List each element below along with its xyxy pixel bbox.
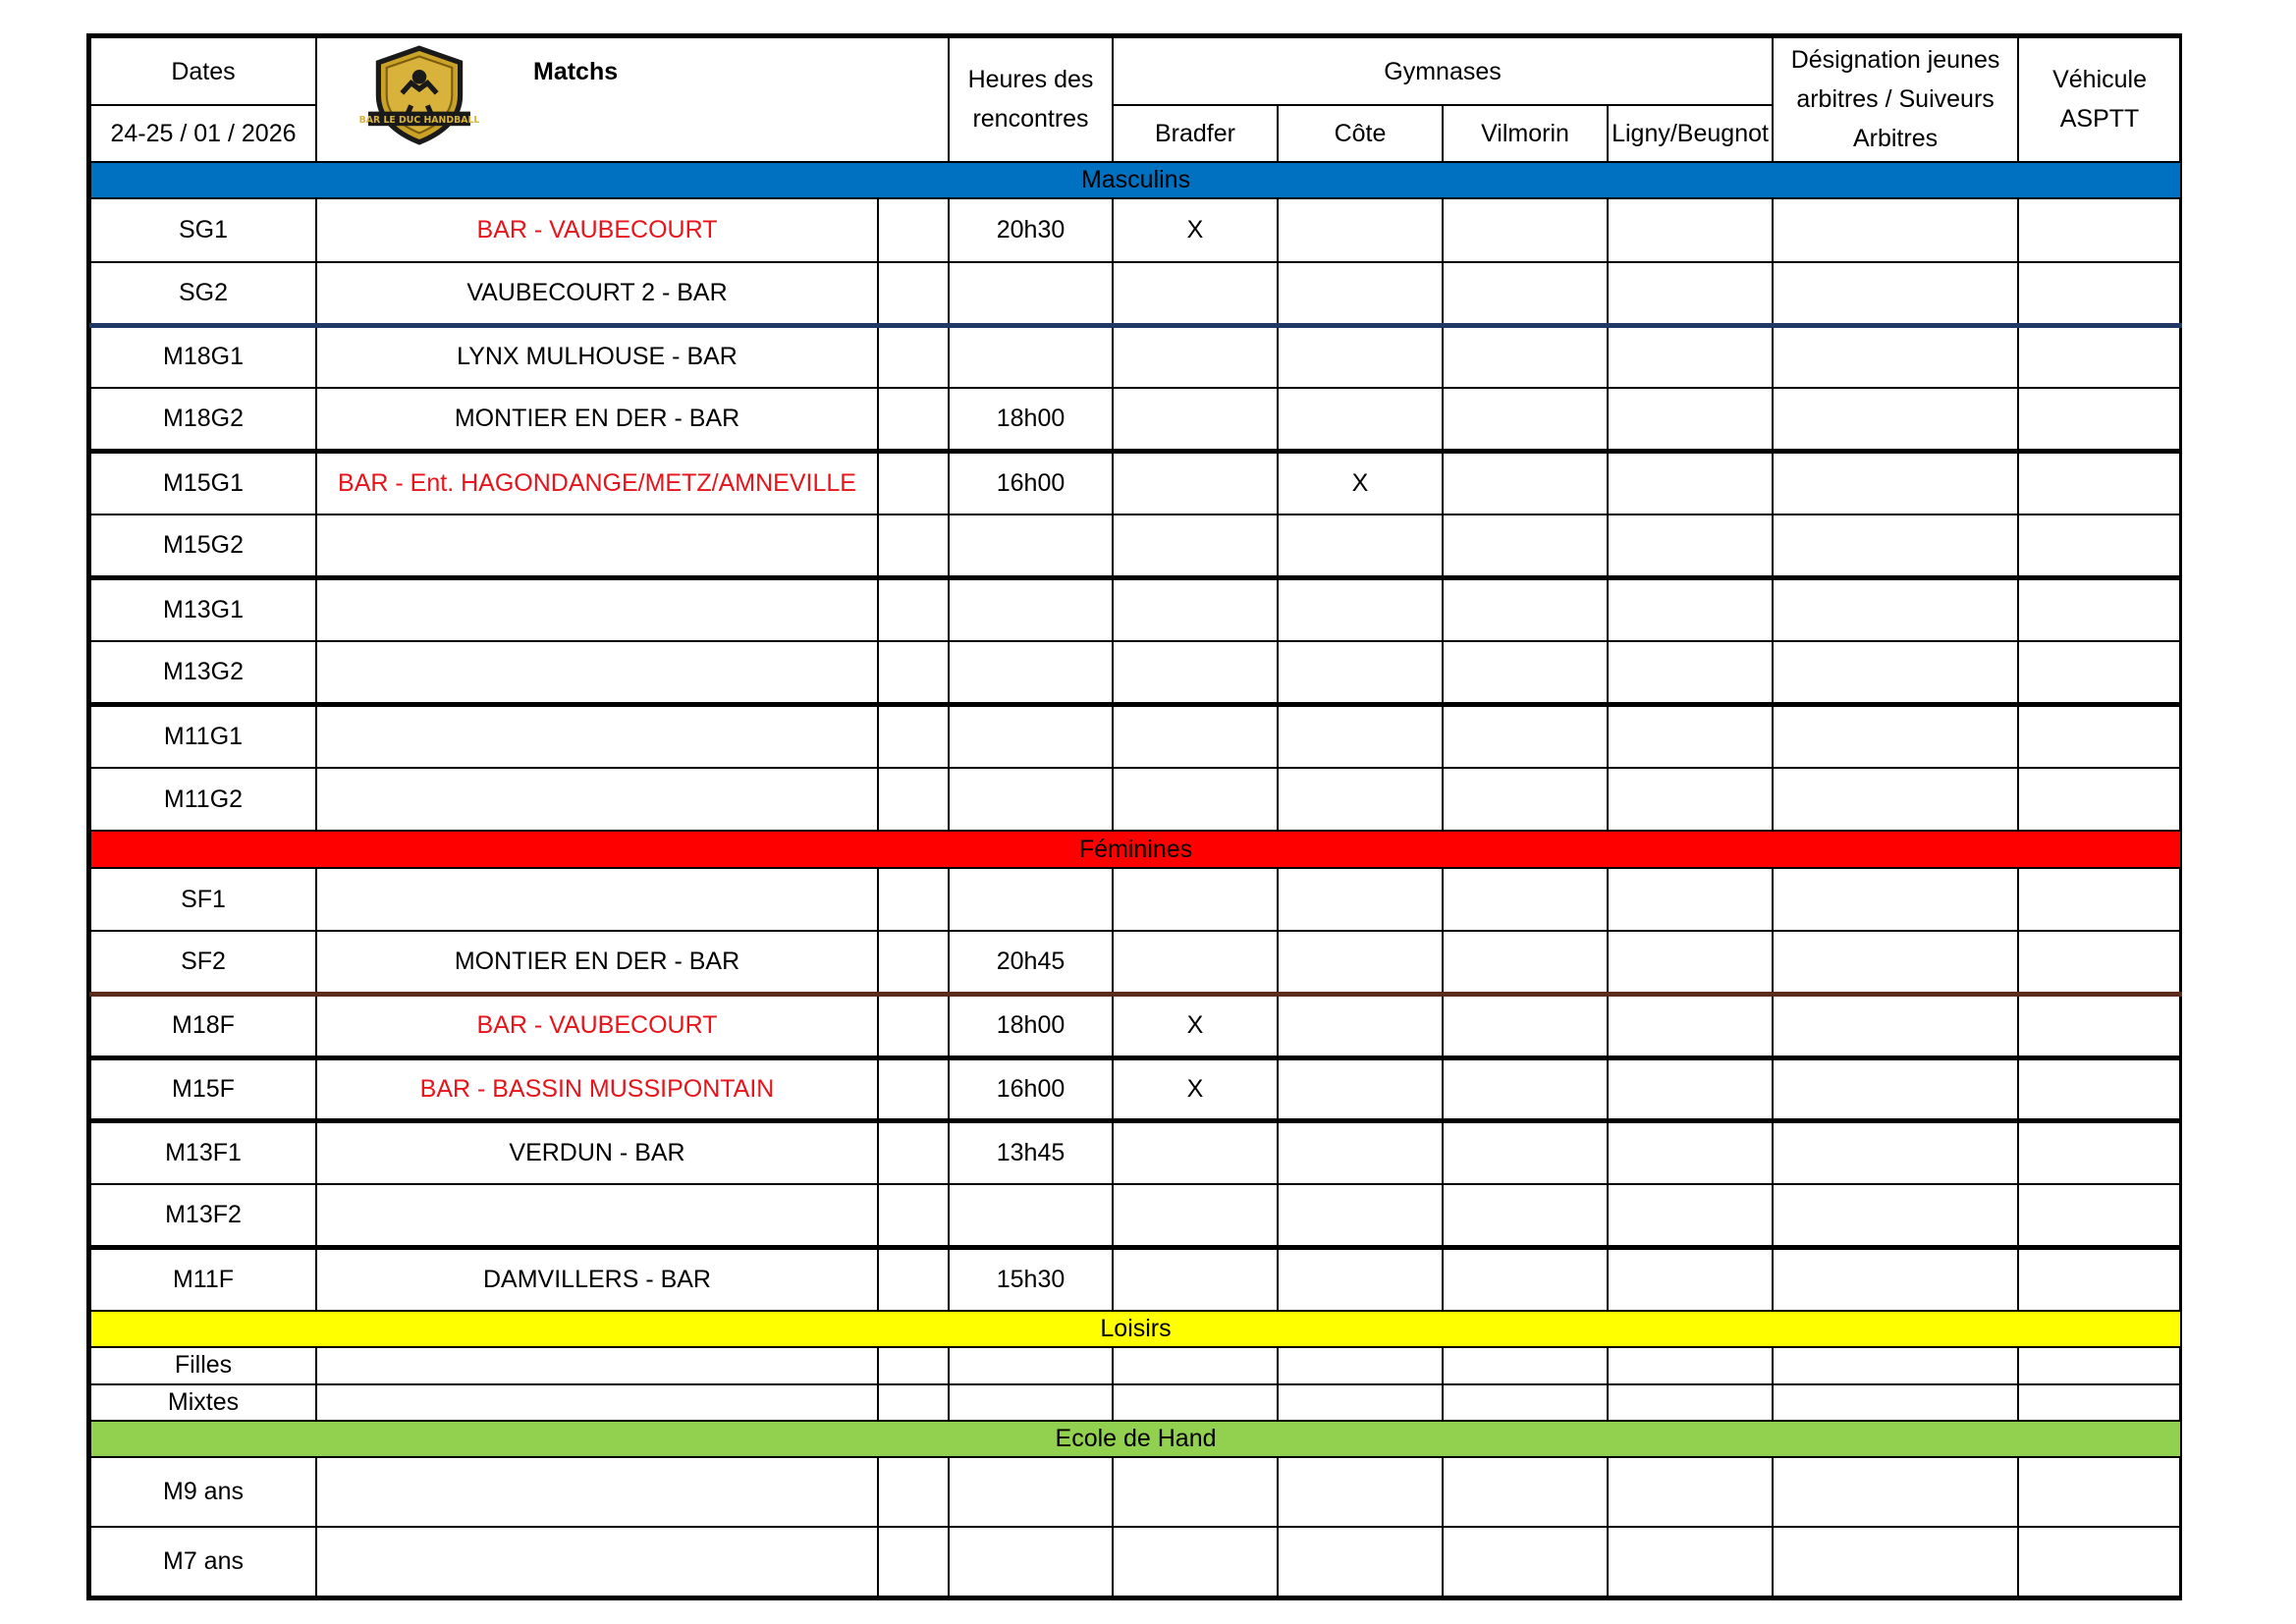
empty-cell [878, 705, 949, 768]
empty-cell [878, 578, 949, 641]
vilmorin-cell [1443, 262, 1608, 325]
vehicule-cell [2018, 641, 2181, 704]
ligny-cell [1608, 388, 1773, 451]
bradfer-cell: X [1113, 198, 1278, 261]
empty-cell [878, 388, 949, 451]
team-cell: SG2 [90, 262, 316, 325]
vilmorin-cell [1443, 452, 1608, 514]
vilmorin-cell [1443, 868, 1608, 931]
vilmorin-cell [1443, 1184, 1608, 1247]
ligny-cell [1608, 1384, 1773, 1421]
designation-cell [1773, 1120, 2018, 1183]
time-cell [949, 1457, 1113, 1527]
team-cell: M13G2 [90, 641, 316, 704]
ligny-cell [1608, 1457, 1773, 1527]
designation-header: Désignation jeunes arbitres / Suiveurs Arbitres [1773, 37, 2018, 162]
match-cell [316, 1384, 878, 1421]
time-cell [949, 1527, 1113, 1597]
ligny-cell [1608, 325, 1773, 388]
vehicule-cell [2018, 578, 2181, 641]
cote-cell [1278, 641, 1443, 704]
team-cell: M7 ans [90, 1527, 316, 1597]
time-cell: 15h30 [949, 1247, 1113, 1310]
match-cell: MONTIER EN DER - BAR [316, 931, 878, 994]
vehicule-cell [2018, 1347, 2181, 1383]
vilmorin-cell [1443, 1057, 1608, 1120]
match-cell: MONTIER EN DER - BAR [316, 388, 878, 451]
vilmorin-cell [1443, 325, 1608, 388]
bradfer-cell [1113, 452, 1278, 514]
designation-cell [1773, 705, 2018, 768]
time-cell: 20h30 [949, 198, 1113, 261]
bradfer-cell [1113, 1247, 1278, 1310]
table-row [90, 1384, 2181, 1421]
empty-cell [878, 1247, 949, 1310]
cote-cell [1278, 388, 1443, 451]
empty-cell [878, 262, 949, 325]
team-cell: M13G1 [90, 578, 316, 641]
bradfer-cell [1113, 768, 1278, 831]
designation-cell [1773, 931, 2018, 994]
empty-cell [878, 995, 949, 1057]
cote-cell [1278, 1384, 1443, 1421]
match-cell [316, 1347, 878, 1383]
cote-cell [1278, 578, 1443, 641]
ligny-cell [1608, 262, 1773, 325]
table-row [90, 641, 2181, 704]
table-row [90, 1247, 2181, 1310]
table-row [90, 1457, 2181, 1527]
empty-cell [878, 452, 949, 514]
table-row [90, 768, 2181, 831]
vilmorin-cell [1443, 1457, 1608, 1527]
table-row [90, 1120, 2181, 1183]
vehicule-cell [2018, 1184, 2181, 1247]
designation-cell [1773, 641, 2018, 704]
team-cell: M18G1 [90, 325, 316, 388]
time-cell: 18h00 [949, 388, 1113, 451]
match-cell: BAR - VAUBECOURT [316, 995, 878, 1057]
vehicule-cell [2018, 514, 2181, 577]
vehicule-cell [2018, 198, 2181, 261]
designation-cell [1773, 325, 2018, 388]
bradfer-cell: X [1113, 995, 1278, 1057]
ligny-cell [1608, 1184, 1773, 1247]
cote-cell [1278, 931, 1443, 994]
ligny-cell [1608, 1347, 1773, 1383]
time-cell [949, 1184, 1113, 1247]
cote-cell [1278, 1527, 1443, 1597]
bradfer-cell [1113, 578, 1278, 641]
dates-label: Dates [90, 37, 316, 105]
designation-cell [1773, 1057, 2018, 1120]
time-cell [949, 705, 1113, 768]
vehicule-cell [2018, 1247, 2181, 1310]
team-cell: M9 ans [90, 1457, 316, 1527]
designation-cell [1773, 1247, 2018, 1310]
vehicule-cell [2018, 1057, 2181, 1120]
ligny-cell [1608, 198, 1773, 261]
bradfer-cell [1113, 1184, 1278, 1247]
time-cell [949, 325, 1113, 388]
ligny-cell [1608, 514, 1773, 577]
table-row [90, 705, 2181, 768]
ligny-cell [1608, 705, 1773, 768]
vehicule-cell [2018, 1120, 2181, 1183]
vilmorin-cell [1443, 578, 1608, 641]
vehicule-cell [2018, 1527, 2181, 1597]
cote-cell [1278, 1347, 1443, 1383]
vehicule-cell [2018, 768, 2181, 831]
vehicule-cell [2018, 1457, 2181, 1527]
logo-text: BAR LE DUC HANDBALL [358, 115, 480, 127]
time-cell [949, 262, 1113, 325]
empty-cell [878, 325, 949, 388]
ligny-cell [1608, 641, 1773, 704]
time-cell [949, 768, 1113, 831]
table-row [90, 262, 2181, 325]
team-cell: M18G2 [90, 388, 316, 451]
match-cell [316, 768, 878, 831]
match-cell: BAR - Ent. HAGONDANGE/METZ/AMNEVILLE [316, 452, 878, 514]
handball-club-crest-icon [358, 44, 480, 146]
team-cell: SF2 [90, 931, 316, 994]
team-cell: M13F1 [90, 1120, 316, 1183]
vehicule-cell [2018, 705, 2181, 768]
time-cell: 18h00 [949, 995, 1113, 1057]
section-masculins: Masculins [90, 162, 2181, 198]
table-row [90, 1057, 2181, 1120]
vilmorin-cell [1443, 388, 1608, 451]
bradfer-cell [1113, 1347, 1278, 1383]
match-cell [316, 1527, 878, 1597]
vehicule-cell [2018, 931, 2181, 994]
table-row [90, 1347, 2181, 1383]
cote-cell [1278, 1457, 1443, 1527]
gym-cote-header: Côte [1278, 105, 1443, 162]
gymnases-header: Gymnases [1113, 37, 1773, 105]
ligny-cell [1608, 452, 1773, 514]
vehicule-cell [2018, 325, 2181, 388]
empty-cell [878, 198, 949, 261]
match-cell: DAMVILLERS - BAR [316, 1247, 878, 1310]
bradfer-cell [1113, 514, 1278, 577]
cote-cell [1278, 198, 1443, 261]
bradfer-cell [1113, 388, 1278, 451]
gym-vilmorin-header: Vilmorin [1443, 105, 1608, 162]
bradfer-cell [1113, 868, 1278, 931]
ligny-cell [1608, 931, 1773, 994]
designation-cell [1773, 578, 2018, 641]
cote-cell [1278, 262, 1443, 325]
match-cell [316, 578, 878, 641]
ligny-cell [1608, 995, 1773, 1057]
team-cell: M13F2 [90, 1184, 316, 1247]
gym-bradfer-header: Bradfer [1113, 105, 1278, 162]
cote-cell [1278, 995, 1443, 1057]
vehicule-cell [2018, 452, 2181, 514]
bradfer-cell [1113, 325, 1278, 388]
bradfer-cell [1113, 1527, 1278, 1597]
gym-ligny-header: Ligny/Beugnot [1608, 105, 1773, 162]
team-cell: M18F [90, 995, 316, 1057]
schedule-table [89, 36, 2182, 1597]
empty-cell [878, 768, 949, 831]
match-cell: VAUBECOURT 2 - BAR [316, 262, 878, 325]
empty-cell [878, 1120, 949, 1183]
match-cell: BAR - BASSIN MUSSIPONTAIN [316, 1057, 878, 1120]
designation-cell [1773, 198, 2018, 261]
empty-cell [878, 1384, 949, 1421]
cote-cell [1278, 868, 1443, 931]
title-cell [316, 37, 949, 162]
time-cell [949, 514, 1113, 577]
bradfer-cell [1113, 1457, 1278, 1527]
empty-cell [878, 931, 949, 994]
table-row [90, 198, 2181, 261]
vehicule-cell [2018, 868, 2181, 931]
section-feminines: Féminines [90, 831, 2181, 867]
team-cell: SG1 [90, 198, 316, 261]
vehicule-cell [2018, 388, 2181, 451]
cote-cell [1278, 1120, 1443, 1183]
bradfer-cell [1113, 1384, 1278, 1421]
time-cell [949, 1384, 1113, 1421]
vehicule-header: Véhicule ASPTT [2018, 37, 2181, 162]
table-row [90, 325, 2181, 388]
match-cell [316, 868, 878, 931]
vilmorin-cell [1443, 514, 1608, 577]
designation-cell [1773, 868, 2018, 931]
designation-cell [1773, 262, 2018, 325]
bradfer-cell: X [1113, 1057, 1278, 1120]
table-row [90, 931, 2181, 994]
designation-cell [1773, 1184, 2018, 1247]
match-cell [316, 1184, 878, 1247]
vilmorin-cell [1443, 198, 1608, 261]
vilmorin-cell [1443, 995, 1608, 1057]
bradfer-cell [1113, 641, 1278, 704]
cote-cell [1278, 325, 1443, 388]
bradfer-cell [1113, 931, 1278, 994]
time-cell [949, 578, 1113, 641]
section-loisirs: Loisirs [90, 1311, 2181, 1347]
table-row [90, 388, 2181, 451]
ligny-cell [1608, 868, 1773, 931]
empty-cell [878, 1057, 949, 1120]
cote-cell [1278, 1184, 1443, 1247]
time-cell: 20h45 [949, 931, 1113, 994]
bradfer-cell [1113, 262, 1278, 325]
team-cell: M15G1 [90, 452, 316, 514]
time-cell: 13h45 [949, 1120, 1113, 1183]
table-row [90, 578, 2181, 641]
empty-cell [878, 1184, 949, 1247]
team-cell: M15G2 [90, 514, 316, 577]
vilmorin-cell [1443, 1347, 1608, 1383]
team-cell: M11F [90, 1247, 316, 1310]
empty-cell [878, 514, 949, 577]
time-cell [949, 1347, 1113, 1383]
time-cell [949, 868, 1113, 931]
match-cell: VERDUN - BAR [316, 1120, 878, 1183]
match-cell: LYNX MULHOUSE - BAR [316, 325, 878, 388]
time-cell: 16h00 [949, 452, 1113, 514]
ligny-cell [1608, 578, 1773, 641]
vilmorin-cell [1443, 768, 1608, 831]
vilmorin-cell [1443, 641, 1608, 704]
designation-cell [1773, 995, 2018, 1057]
cote-cell [1278, 514, 1443, 577]
team-cell: M15F [90, 1057, 316, 1120]
vilmorin-cell [1443, 1384, 1608, 1421]
match-cell [316, 1457, 878, 1527]
cote-cell [1278, 1247, 1443, 1310]
ligny-cell [1608, 768, 1773, 831]
cote-cell [1278, 1057, 1443, 1120]
vilmorin-cell [1443, 705, 1608, 768]
designation-cell [1773, 1347, 2018, 1383]
bradfer-cell [1113, 705, 1278, 768]
date-value: 24-25 / 01 / 2026 [90, 105, 316, 162]
match-cell [316, 641, 878, 704]
ligny-cell [1608, 1057, 1773, 1120]
designation-cell [1773, 1384, 2018, 1421]
designation-cell [1773, 1457, 2018, 1527]
page-title: Matchs [533, 58, 619, 85]
bradfer-cell [1113, 1120, 1278, 1183]
match-cell: BAR - VAUBECOURT [316, 198, 878, 261]
table-row [90, 868, 2181, 931]
designation-cell [1773, 452, 2018, 514]
vilmorin-cell [1443, 1527, 1608, 1597]
designation-cell [1773, 388, 2018, 451]
designation-cell [1773, 1527, 2018, 1597]
ligny-cell [1608, 1120, 1773, 1183]
empty-cell [878, 641, 949, 704]
ligny-cell [1608, 1527, 1773, 1597]
vilmorin-cell [1443, 931, 1608, 994]
time-cell: 16h00 [949, 1057, 1113, 1120]
empty-cell [878, 1457, 949, 1527]
table-row [90, 1184, 2181, 1247]
match-schedule-sheet [86, 33, 2182, 1600]
team-cell: SF1 [90, 868, 316, 931]
ligny-cell [1608, 1247, 1773, 1310]
match-cell [316, 705, 878, 768]
designation-cell [1773, 514, 2018, 577]
team-cell: M11G1 [90, 705, 316, 768]
empty-cell [878, 868, 949, 931]
empty-cell [878, 1347, 949, 1383]
vilmorin-cell [1443, 1120, 1608, 1183]
table-row [90, 452, 2181, 514]
cote-cell [1278, 705, 1443, 768]
match-cell [316, 514, 878, 577]
vilmorin-cell [1443, 1247, 1608, 1310]
cote-cell: X [1278, 452, 1443, 514]
vehicule-cell [2018, 995, 2181, 1057]
time-cell [949, 641, 1113, 704]
team-cell: M11G2 [90, 768, 316, 831]
vehicule-cell [2018, 262, 2181, 325]
heures-header: Heures des rencontres [949, 37, 1113, 162]
team-cell: Filles [90, 1347, 316, 1383]
designation-cell [1773, 768, 2018, 831]
table-row [90, 514, 2181, 577]
empty-cell [878, 1527, 949, 1597]
table-row [90, 995, 2181, 1057]
team-cell: Mixtes [90, 1384, 316, 1421]
section-ecole: Ecole de Hand [90, 1421, 2181, 1457]
vehicule-cell [2018, 1384, 2181, 1421]
cote-cell [1278, 768, 1443, 831]
table-row [90, 1527, 2181, 1597]
